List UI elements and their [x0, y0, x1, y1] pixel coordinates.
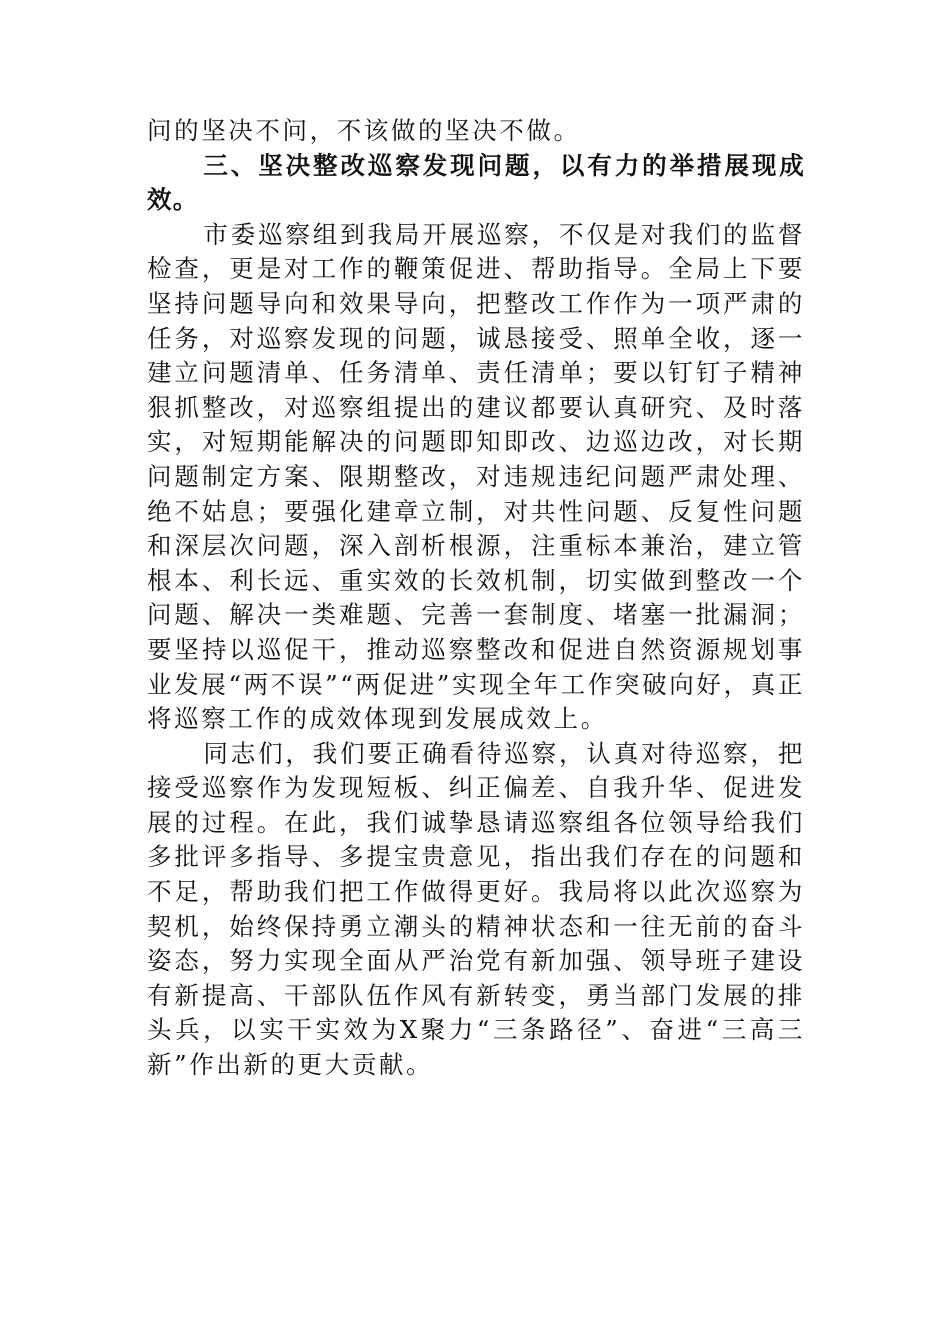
body-paragraph-rectification: 市委巡察组到我局开展巡察，不仅是对我们的监督检查，更是对工作的鞭策促进、帮助指导。全局上下要坚持问题导向和效果导向，把整改工作作为一项严肃的任务，对巡察发现的问题，诚恳接受、照单全收，逐一建立问题清单、任务清单、责任清单；要以钉钉子精神狠抓整改，对巡察组提出的建议都要认真研究、及时落实，对短期能解决的问题即知即改、边巡边改，对长期问题制定方案、限期整改，对违规违纪问题严肃处理、绝不姑息；要强化建章立制，对共性问题、反复性问题和深层次问题，深入剖析根源，注重标本兼治，建立管根本、利长远、重实效的长效机制，切实做到整改一个问题、解决一类难题、完善一套制度、堵塞一批漏洞；要坚持以巡促干，推动巡察整改和促进自然资源规划事业发展“两不误”“两促进”实现全年工作突破向好，真正将巡察工作的成效体现到发展成效上。 [147, 219, 805, 734]
body-paragraph-closing: 同志们，我们要正确看待巡察，认真对待巡察，把接受巡察作为发现短板、纠正偏差、自我升华、促进发展的过程。在此，我们诚挚恳请巡察组各位领导给我们多批评多指导、多提宝贵意见，指出我们存在的问题和不足，帮助我们把工作做得更好。我局将以此次巡察为契机，始终保持勇立潮头的精神状态和一往无前的奋斗姿态，努力实现全面从严治党有新加强、领导班子建设有新提高、干部队伍作风有新转变，勇当部门发展的排头兵，以实干实效为X聚力“三条路径”、奋进“三高三新”作出新的更大贡献。 [147, 738, 805, 1080]
document-body [147, 114, 805, 1083]
continuation-paragraph: 问的坚决不问，不该做的坚决不做。 [147, 116, 581, 145]
section-heading: 三、坚决整改巡察发现问题，以有力的举措展现成效。 [147, 150, 805, 215]
